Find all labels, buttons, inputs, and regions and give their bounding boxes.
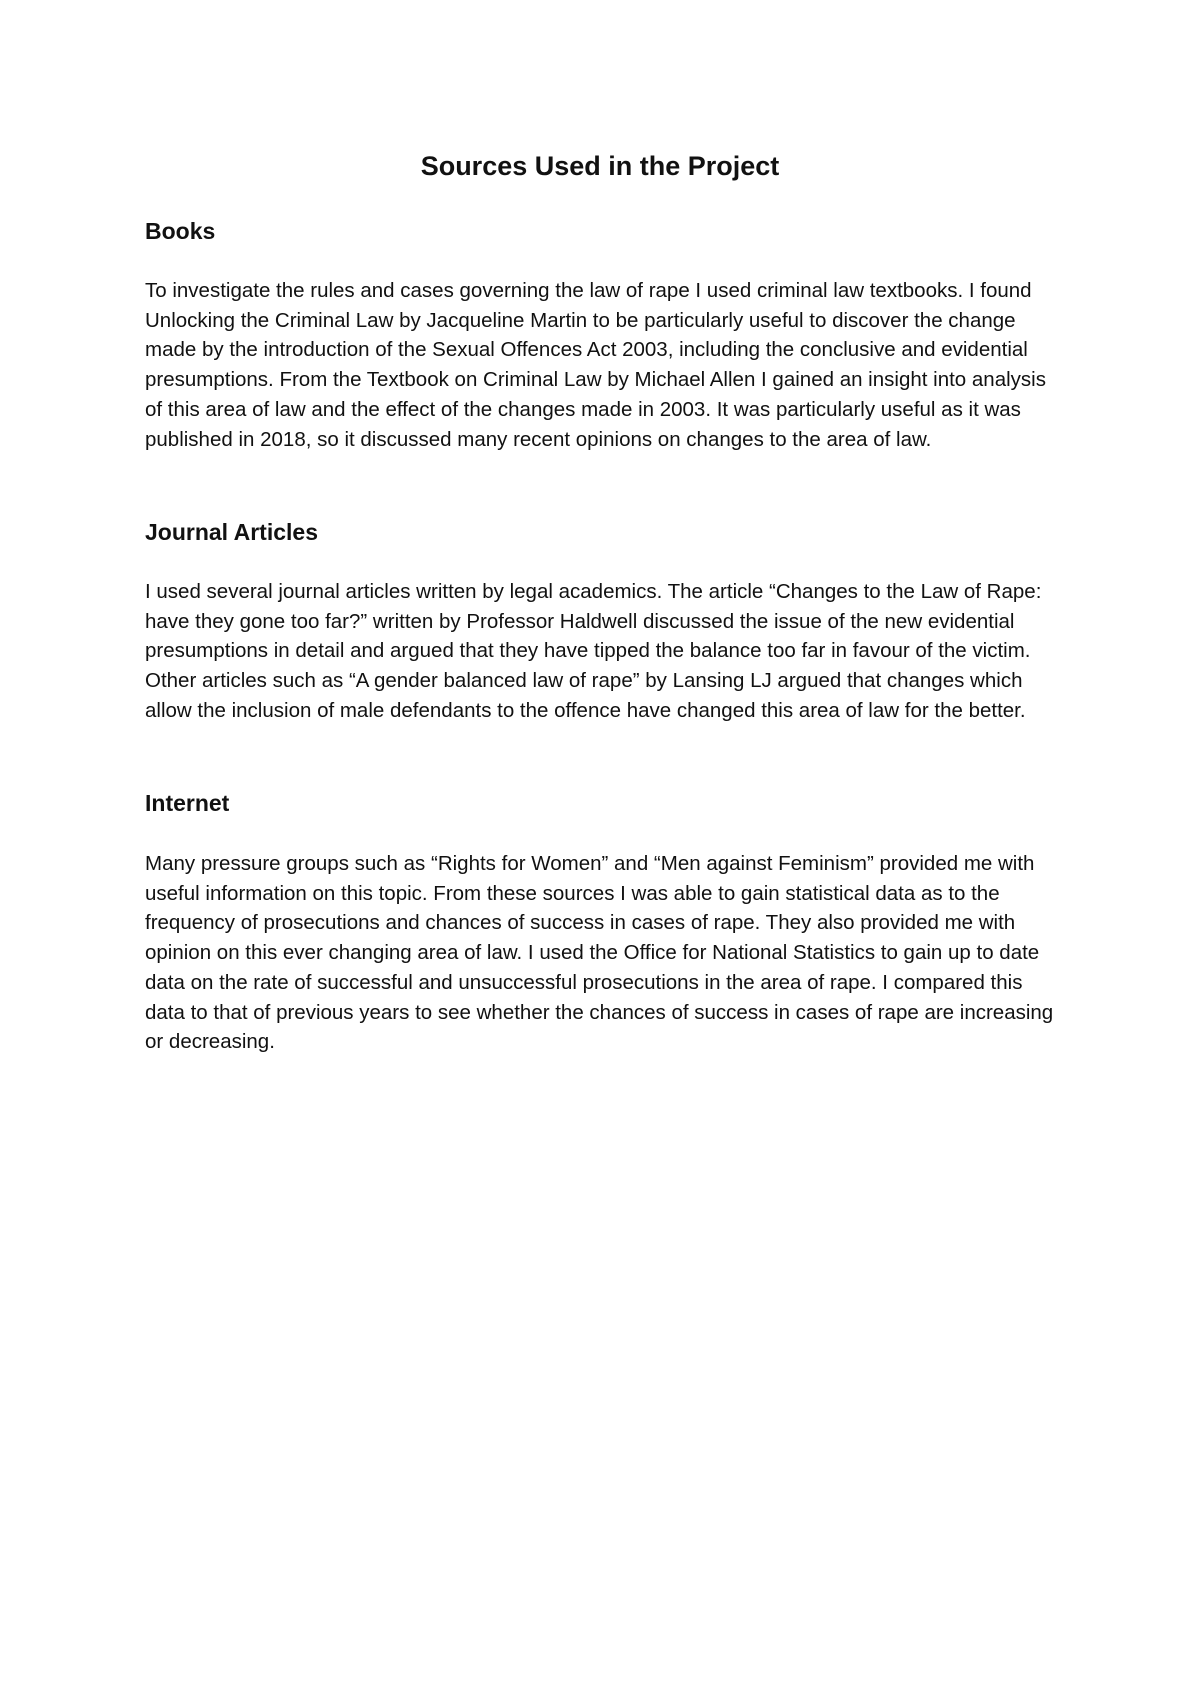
section-heading-books: Books xyxy=(145,218,216,244)
section-heading-journal-articles: Journal Articles xyxy=(145,519,318,545)
section-heading-internet: Internet xyxy=(145,790,230,816)
page-title: Sources Used in the Project xyxy=(420,151,780,181)
section-body-journal-articles: I used several journal articles written by legal academics. The article “Changes to the Law of Rape: have they gone too far?” written by Professor Haldwell discussed the issue of the new evidential presumptions in detail and argued that they have tipped the balance too far in favour of the victim. Other articles such as “A gender balanced law of rape” by Lansing LJ argued that changes which allow the inclusion of male defendants to the offence have changed this area of law for the better. xyxy=(145,580,1042,722)
section-body-internet: Many pressure groups such as “Rights for Women” and “Men against Feminism” provided me with useful information on this topic. From these sources I was able to gain statistical data as to the frequency of prosecutions and chances of success in cases of rape. They also provided me with opinion on this ever changing area of law. I used the Office for National Statistics to gain up to date data on the rate of successful and unsuccessful prosecutions in the area of rape. I compared this data to that of previous years to see whether the chances of success in cases of rape are increasing or decreasing. xyxy=(145,852,1054,1054)
section-body-books: To investigate the rules and cases governing the law of rape I used criminal law textbooks. I found Unlocking the Criminal Law by Jacqueline Martin to be particularly useful to discover the change made by the introduction of the Sexual Offences Act 2003, including the conclusive and evidential presumptions. From the Textbook on Criminal Law by Michael Allen I gained an insight into analysis of this area of law and the effect of the changes made in 2003. It was particularly useful as it was published in 2018, so it discussed many recent opinions on changes to the area of law. xyxy=(145,279,1046,451)
